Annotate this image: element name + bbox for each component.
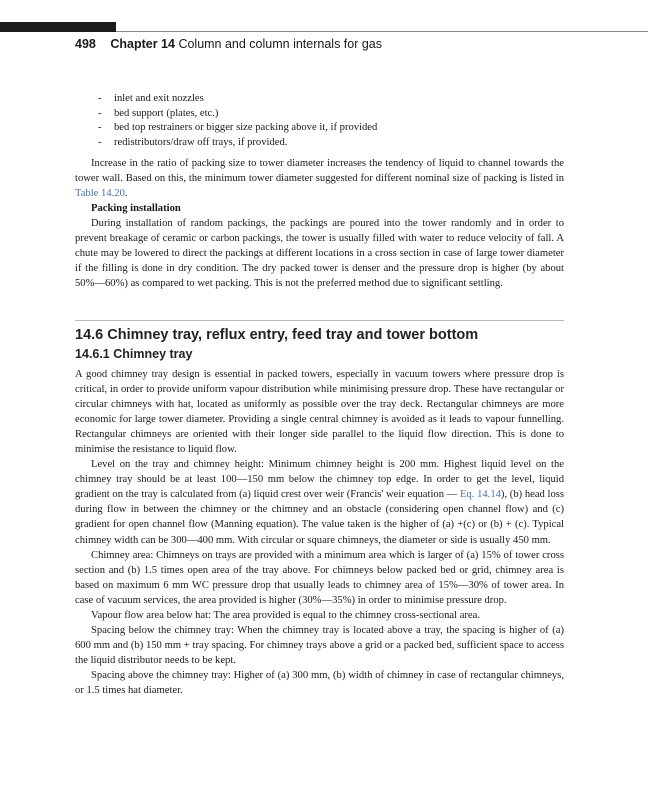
list-item: - redistributors/draw off trays, if provided. — [98, 136, 564, 151]
bullet-list — [75, 92, 564, 150]
paragraph-packing-ratio — [75, 156, 564, 201]
paragraph-packing-installation: During installation of random packings, the packings are poured into the tower randomly and in order to prevent breakage of ceramic or carbon packings, the tower is usually filled with water to reduce velocity of fall. A chute may be lowered to direct the packings at different locations in a cross section in case of large tower diameter if the filling is done in dry condition. The dry packed tower is denser and the pressure drop is higher (by about 50%—60%) as compared to wet packing. This is not the preferred method due to significant settling. — [75, 218, 564, 290]
chapter-label: Chapter 14 — [110, 37, 175, 51]
subsection-heading: 14.6.1 Chimney tray — [75, 347, 193, 361]
list-item: - bed top restrainers or bigger size packing above it, if provided — [98, 121, 564, 136]
header-bar — [0, 22, 116, 32]
paragraph-spacing-below: Spacing below the chimney tray: When the chimney tray is located above a tray, the spacing is higher of (a) 600 mm and (b) 150 mm + tray spacing. For chimney trays above a grid or a packed bed, sufficient space to access the liquid distributor needs to be kept. — [75, 624, 564, 666]
page-number: 498 — [75, 37, 96, 51]
table-link[interactable]: Table 14.20 — [75, 188, 125, 200]
upper-text-block — [75, 92, 564, 291]
paragraph-text: ), (b) head loss during flow in between the chimney or the chimney and an obstacle (considering open channel flow) and (c) gradient for open channel flow (Manning equation). The value taken is the higher of (a) +(c) or (b) + (c). Typical chimney width can be 300—400 mm. With circular or square chimneys, the diameter or side is usually 450 mm. — [75, 489, 564, 546]
section-heading: 14.6 Chimney tray, reflux entry, feed tray and tower bottom — [75, 327, 479, 343]
paragraph-text: Increase in the ratio of packing size to tower diameter increases the tendency of liquid to channel towards the tower wall. Based on this, the minimum tower diameter suggested for different nominal size of packing is listed in — [75, 158, 564, 185]
paragraph-text: Level on the tray and chimney height: Minimum chimney height is 200 mm. Highest liquid level on the chimney tray should be at least 100—150 mm below the chimney top edge. In order to get the level, liquid gradient on the tray is calculated from (a) liquid crest over weir (Francis' weir equation — — [75, 459, 564, 501]
list-item: - bed support (plates, etc.) — [98, 107, 564, 122]
paragraph-chimney-level — [75, 457, 564, 547]
paragraph-spacing-above: Spacing above the chimney tray: Higher of (a) 300 mm, (b) width of chimney in case of rectangular chimneys, or 1.5 times hat diameter. — [75, 669, 564, 696]
run-in-heading: Packing installation — [91, 203, 181, 215]
running-header — [75, 37, 382, 51]
section-divider — [75, 320, 564, 321]
equation-link[interactable]: Eq. 14.14 — [459, 489, 501, 501]
section-block — [75, 326, 564, 698]
header-rule — [116, 31, 648, 32]
paragraph-chimney-area: Chimney area: Chimneys on trays are provided with a minimum area which is larger of (a) 15% of tower cross section and (b) 1.5 times open area of the tray above. For chimneys below packed bed or grid, chimney area is based on maximum 6 mm WC pressure drop that usually leads to chimney area of 15%—30% of tower area. In case of vacuum services, the area provided is higher (30%—35%) in order to minimise pressure drop. — [75, 549, 564, 606]
paragraph-chimney-intro: A good chimney tray design is essential in packed towers, especially in vacuum towers where pressure drop is critical, in order to provide uniform vapour distribution while minimising pressure drop. These have rectangular or circular chimneys with hat, located as uniformly as possible over the tray deck. Rectangular chimneys are more economic for large tower diameter. Providing a single central chimney is avoided as it leads to vapour funnelling. Rectangular chimneys are oriented with their longer side parallel to the liquid flow direction. This is done to minimise the resistance to liquid flow. — [75, 369, 564, 456]
list-item: - inlet and exit nozzles — [98, 92, 564, 107]
paragraph-vapour-flow: Vapour flow area below hat: The area provided is equal to the chimney cross-sectional area. — [91, 609, 480, 621]
paragraph-end: . — [124, 188, 128, 200]
chapter-title: Column and column internals for gas — [178, 37, 383, 51]
